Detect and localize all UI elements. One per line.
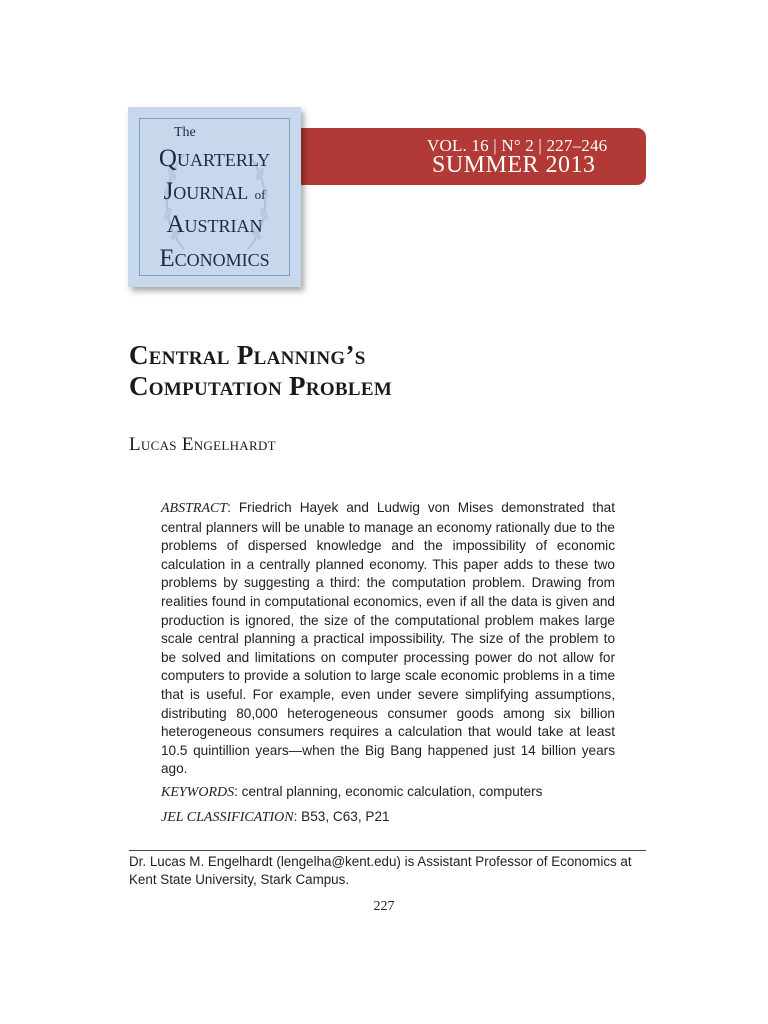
keywords-label: KEYWORDS	[161, 785, 235, 800]
article-author: Lucas Engelhardt	[129, 434, 276, 455]
volume-banner	[295, 128, 646, 185]
issue-season: SUMMER 2013	[432, 152, 596, 178]
logo-austrian: Austrian	[166, 211, 263, 238]
abstract-text: : Friedrich Hayek and Ludwig von Mises demonstrated that central planners will be unable to manage an economy rationally due to the problems of dispersed knowledge and the impossibility of economic calculation in a centrally planned economy. This paper adds to these two problems by suggesting a third: the computation problem. Drawing from realities found in computational economics, even if all the data is given and production is ignored, the size of the computational problem makes large scale central planning a practical impossibility. The size of the problem to be solved and limitations on computer processing power do not allow for computers to provide a solution to large scale economic problems in a time that is useful. For example, even under severe simplifying assumptions, distributing 80,000 heterogeneous consumer goods among six billion heterogeneous consumers requires a calculation that would take at least 10.5 quintillion years—when the Big Bang happened just 14 billion years ago.	[161, 500, 615, 777]
keywords-text: : central planning, economic calculation, computers	[234, 784, 543, 799]
title-line-1: Central Planning’s	[129, 340, 366, 370]
author-footnote: Dr. Lucas M. Engelhardt (lengelha@kent.edu) is Assistant Professor of Economics at Kent State University, Stark Campus.	[129, 854, 632, 887]
logo-frame	[139, 118, 290, 276]
abstract	[161, 499, 615, 779]
logo-quarterly: Quarterly	[158, 145, 271, 172]
abstract-label: ABSTRACT	[161, 501, 228, 516]
logo-of: of	[254, 187, 266, 202]
logo-journal-line	[140, 178, 289, 209]
keywords	[161, 784, 542, 801]
page-number: 227	[373, 899, 395, 914]
article-title	[129, 340, 649, 402]
logo-economics: Economics	[159, 245, 270, 272]
jel-classification	[161, 809, 390, 826]
jel-label: JEL CLASSIFICATION	[161, 810, 294, 825]
logo-journal: Journal	[163, 178, 249, 205]
jel-text: : B53, C63, P21	[293, 809, 390, 824]
journal-logo	[128, 107, 301, 287]
volume-info: VOL. 16 | N° 2 | 227–246	[427, 136, 608, 155]
footnote-rule	[129, 850, 646, 851]
title-line-2: Computation Problem	[129, 371, 393, 401]
logo-the: The	[174, 125, 196, 140]
